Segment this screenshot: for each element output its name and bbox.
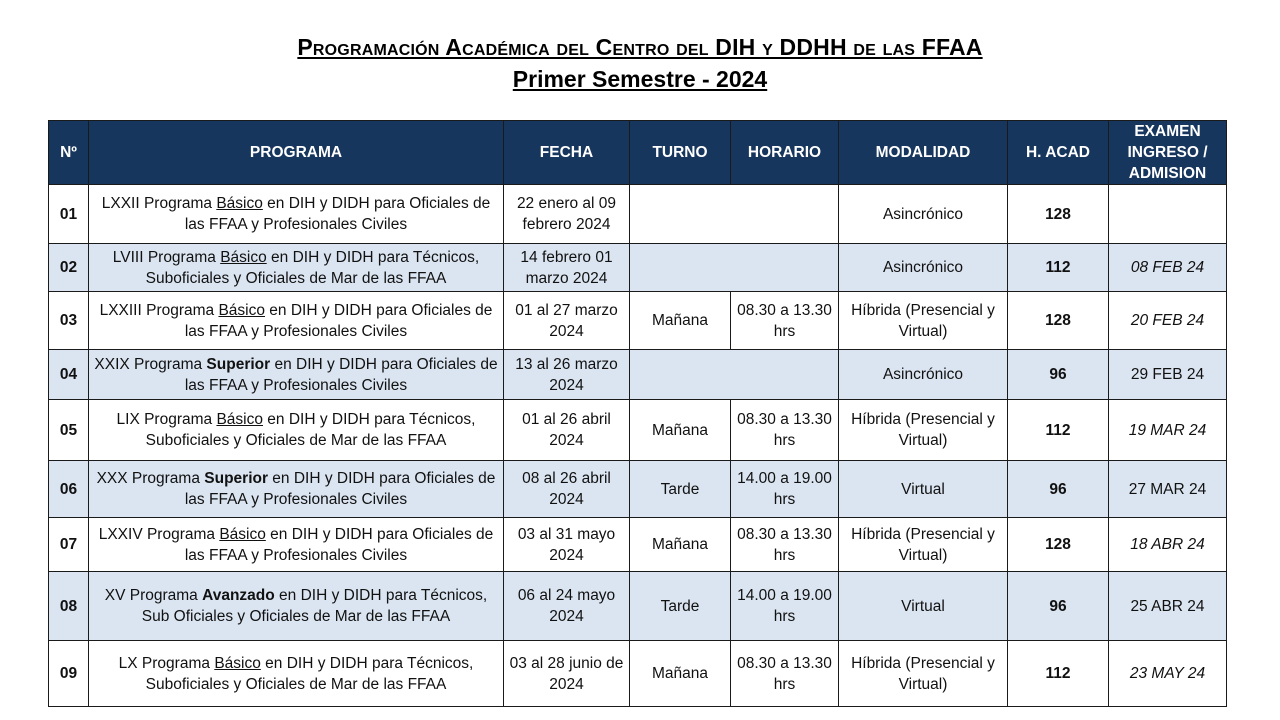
program-suffix: en DIH y DIDH para Oficiales de las FFAA y Profesionales Civiles <box>184 470 496 508</box>
program-level: Superior <box>204 470 268 487</box>
program-date: 06 al 24 mayo 2024 <box>504 572 630 641</box>
program-date: 13 al 26 marzo 2024 <box>504 350 630 400</box>
academic-hours: 128 <box>1008 518 1109 572</box>
table-row <box>49 292 1227 350</box>
program-modality: Asincrónico <box>839 244 1008 292</box>
admission-exam-date: 27 MAR 24 <box>1109 461 1227 518</box>
document-title: Programación Académica del Centro del DIH y DDHH de las FFAA <box>297 34 983 60</box>
academic-hours: 112 <box>1008 641 1109 707</box>
academic-hours: 96 <box>1008 350 1109 400</box>
table-row <box>49 641 1227 707</box>
row-number: 07 <box>49 518 89 572</box>
admission-exam-date: 19 MAR 24 <box>1109 400 1227 461</box>
program-shift: Mañana <box>630 518 731 572</box>
program-prefix: XV Programa <box>104 587 203 604</box>
program-shift: Tarde <box>630 572 731 641</box>
academic-hours: 96 <box>1008 572 1109 641</box>
program-name <box>89 461 504 518</box>
program-suffix: en DIH y DIDH para Técnicos, Suboficiales y Oficiales de Mar de las FFAA <box>145 654 474 693</box>
program-date: 08 al 26 abril 2024 <box>504 461 630 518</box>
program-level: Avanzado <box>202 587 275 604</box>
schedule-table <box>48 120 1227 707</box>
col-header-modalidad: MODALIDAD <box>839 121 1008 185</box>
table-header-row <box>49 121 1227 185</box>
table-row <box>49 350 1227 400</box>
document-subtitle: Primer Semestre - 2024 <box>512 66 768 92</box>
table-row <box>49 185 1227 244</box>
program-shift: Mañana <box>630 292 731 350</box>
program-level: Básico <box>218 301 265 319</box>
table-row <box>49 572 1227 641</box>
program-schedule: 14.00 a 19.00 hrs <box>731 461 839 518</box>
col-header-horario: HORARIO <box>731 121 839 185</box>
turno-horario-empty <box>630 350 839 400</box>
academic-hours: 112 <box>1008 244 1109 292</box>
program-modality: Híbrida (Presencial y Virtual) <box>839 641 1008 707</box>
program-level: Básico <box>219 525 266 543</box>
program-name <box>89 641 504 707</box>
program-modality: Híbrida (Presencial y Virtual) <box>839 400 1008 461</box>
program-prefix: XXIX Programa <box>94 355 207 373</box>
program-name <box>89 185 504 244</box>
admission-exam-date <box>1109 185 1227 244</box>
program-date: 01 al 27 marzo 2024 <box>504 292 630 350</box>
col-header-fecha: FECHA <box>504 121 630 185</box>
turno-horario-empty <box>630 185 839 244</box>
row-number: 02 <box>49 244 89 292</box>
program-date: 03 al 31 mayo 2024 <box>504 518 630 572</box>
row-number: 01 <box>49 185 89 244</box>
academic-hours: 128 <box>1008 185 1109 244</box>
row-number: 08 <box>49 572 89 641</box>
program-modality: Híbrida (Presencial y Virtual) <box>839 518 1008 572</box>
program-level: Básico <box>216 411 263 428</box>
program-suffix: en DIH y DIDH para Oficiales de las FFAA y Profesionales Civiles <box>184 301 493 340</box>
table-row <box>49 244 1227 292</box>
program-prefix: XXX Programa <box>96 470 205 487</box>
table-row <box>49 518 1227 572</box>
col-header-turno: TURNO <box>630 121 731 185</box>
program-suffix: en DIH y DIDH para Oficiales de las FFAA y Profesionales Civiles <box>184 525 494 564</box>
program-shift: Mañana <box>630 641 731 707</box>
program-modality: Híbrida (Presencial y Virtual) <box>839 292 1008 350</box>
admission-exam-date: 29 FEB 24 <box>1109 350 1227 400</box>
admission-exam-date: 25 ABR 24 <box>1109 572 1227 641</box>
program-suffix: en DIH y DIDH para Técnicos, Sub Oficiales y Oficiales de Mar de las FFAA <box>141 587 488 625</box>
row-number: 06 <box>49 461 89 518</box>
program-shift: Mañana <box>630 400 731 461</box>
program-suffix: en DIH y DIDH para Técnicos, Suboficiales y Oficiales de Mar de las FFAA <box>145 411 476 449</box>
program-suffix: en DIH y DIDH para Técnicos, Suboficiales y Oficiales de Mar de las FFAA <box>145 248 480 287</box>
table-body <box>49 185 1227 707</box>
program-suffix: en DIH y DIDH para Oficiales de las FFAA y Profesionales Civiles <box>184 355 498 394</box>
program-prefix: LX Programa <box>118 654 215 672</box>
program-schedule: 08.30 a 13.30 hrs <box>731 641 839 707</box>
table-row <box>49 461 1227 518</box>
col-header-examen: EXAMEN INGRESO / ADMISION <box>1109 121 1227 185</box>
program-name <box>89 244 504 292</box>
admission-exam-date: 20 FEB 24 <box>1109 292 1227 350</box>
program-date: 03 al 28 junio de 2024 <box>504 641 630 707</box>
program-prefix: LVIII Programa <box>112 248 221 266</box>
row-number: 04 <box>49 350 89 400</box>
program-name <box>89 350 504 400</box>
program-prefix: LXXIII Programa <box>99 301 219 319</box>
program-modality: Asincrónico <box>839 185 1008 244</box>
program-shift: Tarde <box>630 461 731 518</box>
program-name <box>89 572 504 641</box>
program-schedule: 08.30 a 13.30 hrs <box>731 518 839 572</box>
academic-hours: 112 <box>1008 400 1109 461</box>
program-name <box>89 292 504 350</box>
program-schedule: 08.30 a 13.30 hrs <box>731 400 839 461</box>
row-number: 09 <box>49 641 89 707</box>
table-row <box>49 400 1227 461</box>
academic-hours: 96 <box>1008 461 1109 518</box>
academic-hours: 128 <box>1008 292 1109 350</box>
program-prefix: LIX Programa <box>116 411 217 428</box>
row-number: 03 <box>49 292 89 350</box>
program-schedule: 08.30 a 13.30 hrs <box>731 292 839 350</box>
program-date: 22 enero al 09 febrero 2024 <box>504 185 630 244</box>
program-date: 14 febrero 01 marzo 2024 <box>504 244 630 292</box>
program-schedule: 14.00 a 19.00 hrs <box>731 572 839 641</box>
program-suffix: en DIH y DIDH para Oficiales de las FFAA y Profesionales Civiles <box>184 195 491 233</box>
turno-horario-empty <box>630 244 839 292</box>
program-date: 01 al 26 abril 2024 <box>504 400 630 461</box>
program-modality: Virtual <box>839 572 1008 641</box>
program-prefix: LXXIV Programa <box>98 525 220 543</box>
program-modality: Virtual <box>839 461 1008 518</box>
program-level: Superior <box>206 355 271 373</box>
program-prefix: LXXII Programa <box>101 195 217 212</box>
admission-exam-date: 18 ABR 24 <box>1109 518 1227 572</box>
admission-exam-date: 23 MAY 24 <box>1109 641 1227 707</box>
admission-exam-date: 08 FEB 24 <box>1109 244 1227 292</box>
col-header-programa: PROGRAMA <box>89 121 504 185</box>
col-header-num: Nº <box>49 121 89 185</box>
row-number: 05 <box>49 400 89 461</box>
program-level: Básico <box>214 654 261 672</box>
program-level: Básico <box>216 195 263 212</box>
program-modality: Asincrónico <box>839 350 1008 400</box>
program-level: Básico <box>220 248 267 266</box>
program-name <box>89 400 504 461</box>
program-name <box>89 518 504 572</box>
col-header-hacad: H. ACAD <box>1008 121 1109 185</box>
